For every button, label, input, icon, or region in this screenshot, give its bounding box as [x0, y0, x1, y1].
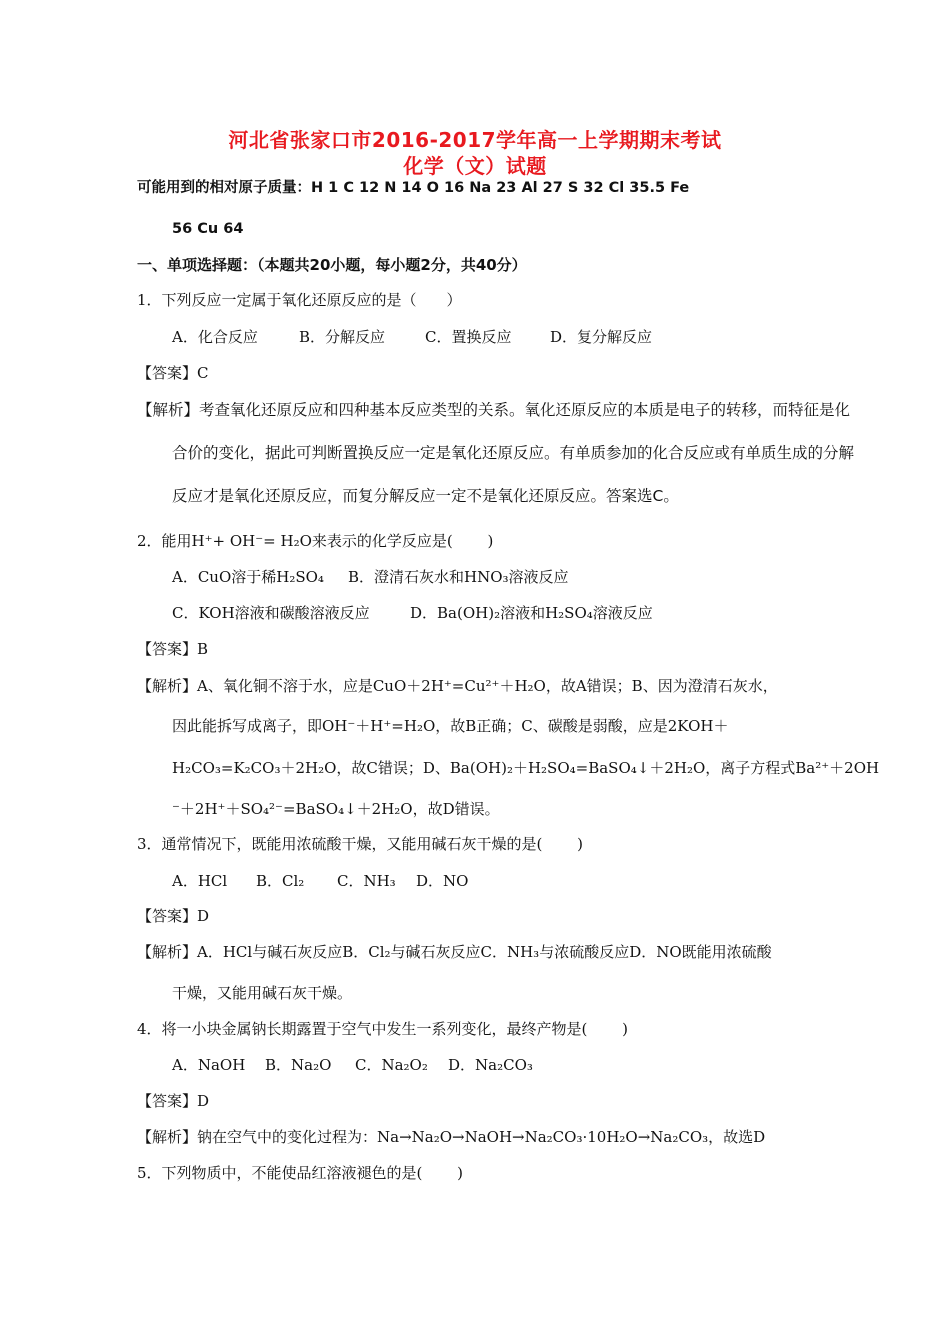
question-option: B．Cl₂ — [256, 872, 305, 890]
analysis-line: 【解析】钠在空气中的变化过程为：Na→Na₂O→NaOH→Na₂CO₃·10H₂O→Na₂CO₃，故选D — [137, 1128, 766, 1146]
question-option: C．Na₂O₂ — [355, 1056, 428, 1074]
analysis-line: 因此能拆写成离子，即OH⁻＋H⁺=H₂O，故B正确；C、碳酸是弱酸，应是2KOH＋ — [172, 717, 729, 735]
question-stem: 1．下列反应一定属于氧化还原反应的是（ ） — [137, 291, 462, 309]
analysis-line: 【解析】A、氧化铜不溶于水，应是CuO＋2H⁺=Cu²⁺＋H₂O，故A错误；B、因为澄清石灰水， — [137, 677, 778, 695]
analysis-line: 【解析】A．HCl与碱石灰反应B．Cl₂与碱石灰反应C．NH₃与浓硫酸反应D．NO既能用浓硫酸 — [137, 943, 772, 961]
atomic-masses-line-2: 56 Cu 64 — [172, 221, 244, 237]
analysis-line: 合价的变化，据此可判断置换反应一定是氧化还原反应。有单质参加的化合反应或有单质生成的分解 — [172, 444, 855, 462]
analysis-line: 干燥，又能用碱石灰干燥。 — [172, 984, 353, 1002]
question-option: B．分解反应 — [299, 328, 386, 346]
document-title: 河北省张家口市2016-2017学年高一上学期期末考试 — [228, 128, 722, 152]
answer-line: 【答案】B — [137, 640, 209, 658]
section-heading: 一、单项选择题：（本题共20小题，每小题2分，共40分） — [137, 256, 527, 274]
question-option: D．NO — [416, 872, 469, 890]
question-option: A．CuO溶于稀H₂SO₄ — [172, 568, 324, 586]
question-option: A．NaOH — [172, 1056, 246, 1074]
answer-line: 【答案】C — [137, 364, 209, 382]
question-option: D．Na₂CO₃ — [448, 1056, 533, 1074]
question-stem: 5．下列物质中，不能使品红溶液褪色的是( ) — [137, 1164, 464, 1182]
question-option: A．化合反应 — [172, 328, 258, 346]
question-option: A．HCl — [172, 872, 228, 890]
analysis-line: ⁻＋2H⁺＋SO₄²⁻=BaSO₄↓＋2H₂O，故D错误。 — [172, 800, 500, 818]
analysis-line: 【解析】考查氧化还原反应和四种基本反应类型的关系。氧化还原反应的本质是电子的转移，而特征是化 — [137, 401, 851, 419]
question-stem: 4．将一小块金属钠长期露置于空气中发生一系列变化，最终产物是( ) — [137, 1020, 629, 1038]
question-option: D．复分解反应 — [550, 328, 653, 346]
question-option: C．置换反应 — [425, 328, 512, 346]
question-option: B．澄清石灰水和HNO₃溶液反应 — [348, 568, 569, 586]
answer-line: 【答案】D — [137, 907, 210, 925]
question-option: D．Ba(OH)₂溶液和H₂SO₄溶液反应 — [410, 604, 653, 622]
document-subtitle: 化学（文）试题 — [403, 154, 547, 178]
question-option: B．Na₂O — [265, 1056, 332, 1074]
question-option: C．NH₃ — [337, 872, 396, 890]
question-option: C．KOH溶液和碳酸溶液反应 — [172, 604, 370, 622]
analysis-line: 反应才是氧化还原反应，而复分解反应一定不是氧化还原反应。答案选C。 — [172, 487, 679, 505]
analysis-line: H₂CO₃=K₂CO₃＋2H₂O，故C错误；D、Ba(OH)₂＋H₂SO₄=BaSO₄↓＋2H₂O，离子方程式Ba²⁺＋2OH — [172, 759, 880, 777]
question-stem: 3．通常情况下，既能用浓硫酸干燥，又能用碱石灰干燥的是( ) — [137, 835, 584, 853]
question-stem: 2．能用H⁺+ OH⁻= H₂O来表示的化学反应是( ) — [137, 532, 494, 550]
answer-line: 【答案】D — [137, 1092, 210, 1110]
atomic-masses-line-1: 可能用到的相对原子质量：H 1 C 12 N 14 O 16 Na 23 Al 27 S 32 Cl 35.5 Fe — [137, 180, 690, 196]
